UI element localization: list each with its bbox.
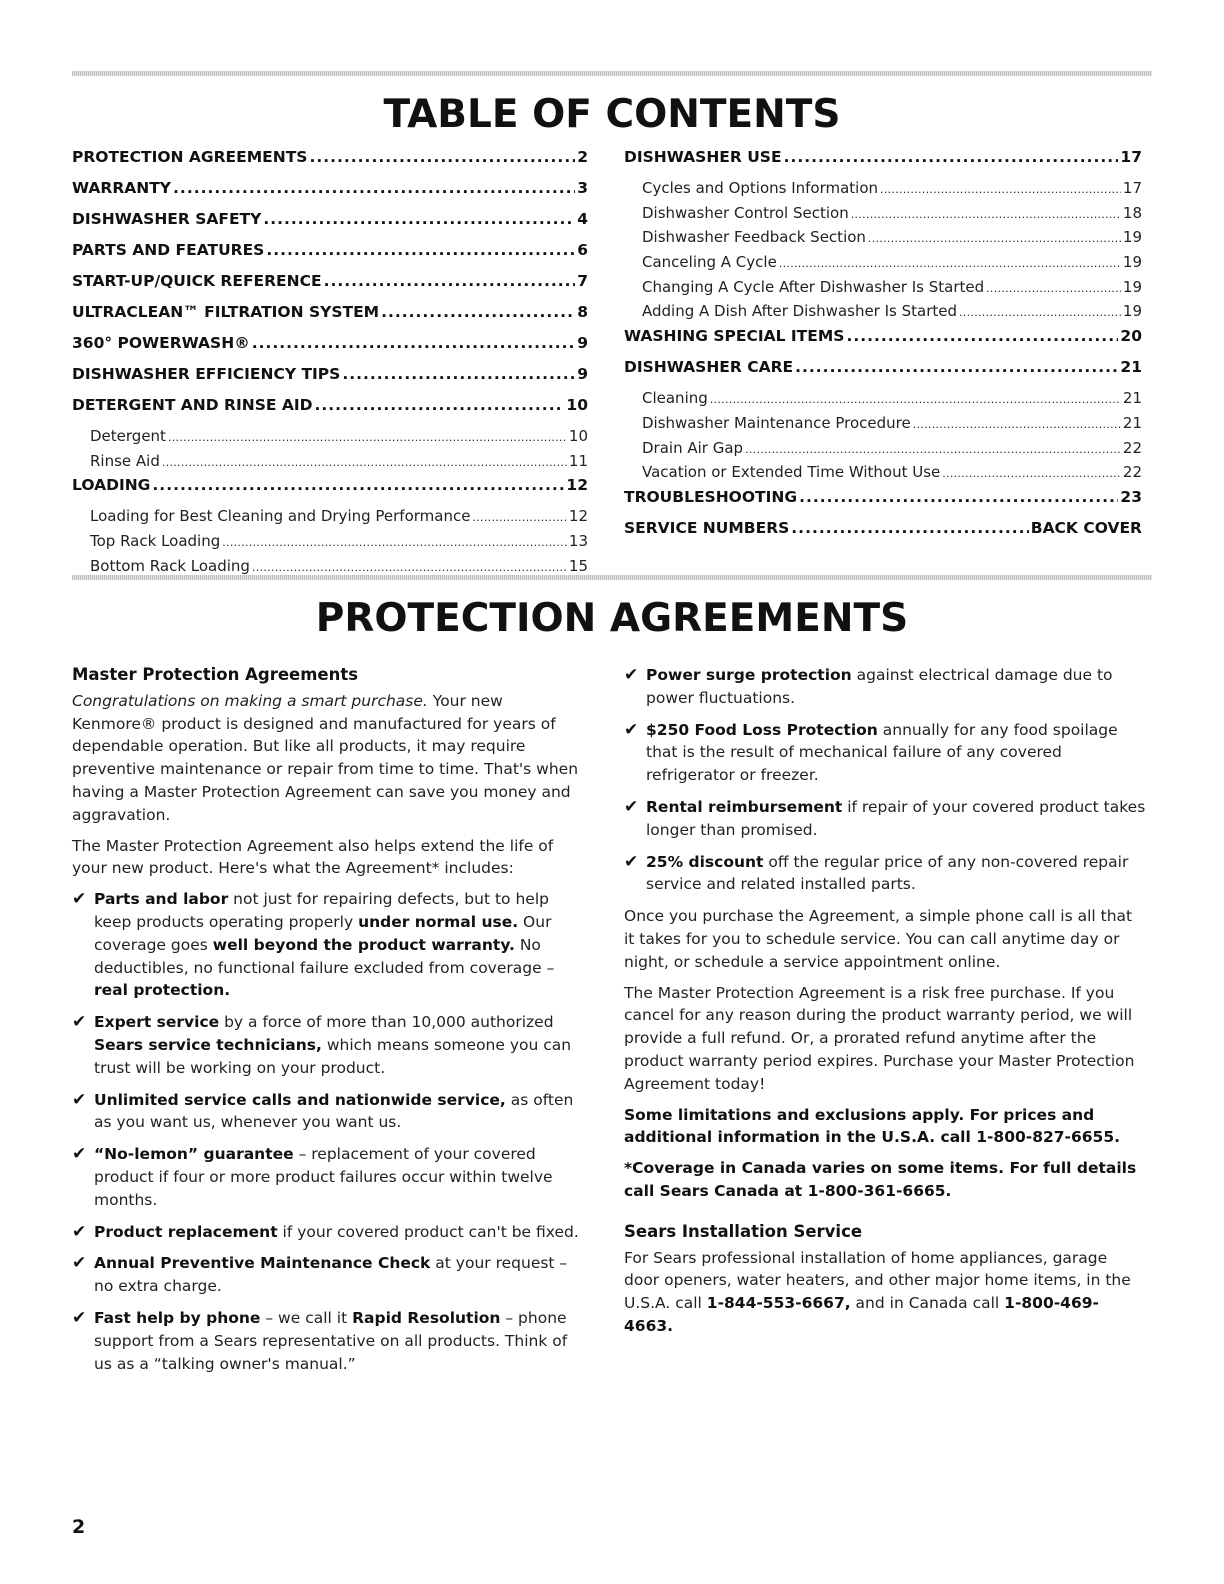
toc-entry-label: 360° POWERWASH® — [72, 334, 250, 352]
middle-divider — [72, 575, 1152, 580]
checkmark-icon: ✔ — [624, 851, 639, 872]
toc-section-entry — [624, 486, 1142, 517]
toc-dot-leader — [152, 474, 564, 496]
toc-subsection-entry — [624, 387, 1142, 412]
toc-section-entry — [72, 474, 588, 505]
benefit-text: – phone support from a Sears representative on all products. Think of us as a “talking owner's manual.” — [94, 1308, 568, 1373]
benefit-bold: well beyond the product warranty. — [212, 935, 515, 954]
toc-entry-label: Cycles and Options Information — [642, 179, 879, 197]
toc-section-entry — [624, 325, 1142, 356]
protection-title: PROTECTION AGREEMENTS — [315, 596, 909, 641]
toc-title: TABLE OF CONTENTS — [383, 92, 841, 137]
toc-entry-page: 19 — [1122, 302, 1142, 321]
toc-entry-page: 23 — [1120, 487, 1142, 506]
toc-dot-leader — [162, 450, 567, 474]
toc-entry-page: 21 — [1122, 413, 1142, 432]
benefit-discount — [624, 851, 1146, 897]
benefit-bold: Rental reimbursement — [646, 797, 843, 816]
benefit-bold: Parts and labor — [94, 890, 229, 909]
toc-dot-leader — [868, 226, 1121, 250]
toc-entry-label: WARRANTY — [72, 179, 172, 197]
toc-entry-label: Vacation or Extended Time Without Use — [642, 463, 941, 482]
toc-section-entry — [72, 332, 588, 363]
toc-right-column — [624, 146, 1142, 548]
toc-dot-leader — [913, 412, 1121, 436]
benefit-bold: Annual Preventive Maintenance Check — [94, 1254, 431, 1273]
toc-entry-page: 6 — [577, 241, 588, 259]
installation-text: For Sears professional installation of home appliances, garage door openers, water heaters, and other major home items, in the U.S.A. call — [624, 1248, 1131, 1313]
toc-section-entry — [72, 301, 588, 332]
toc-entry-page: 12 — [566, 476, 588, 495]
checkmark-icon: ✔ — [72, 1253, 87, 1274]
checkmark-icon: ✔ — [72, 1307, 87, 1328]
benefit-text: Our coverage goes — [94, 912, 552, 954]
toc-entry-page: 21 — [1122, 389, 1142, 408]
toc-dot-leader — [222, 530, 567, 554]
toc-entry-label: START-UP/QUICK REFERENCE — [72, 272, 322, 290]
installation-text: and in Canada call — [850, 1294, 1005, 1313]
protection-left-column — [72, 664, 590, 1384]
toc-entry-label: DISHWASHER SAFETY — [72, 210, 262, 228]
benefit-text: not just for repairing defects, but to help keep products operating properly — [94, 890, 549, 931]
toc-entry-page: 7 — [577, 272, 588, 290]
toc-entry-label: SERVICE NUMBERS — [624, 518, 790, 537]
intro-text: Your new Kenmore® product is designed and manufactured for years of dependable operation. But like all products, it may require preventive maintenance or repair from time to time. That's when having a Master Protection Agreement can save you money and aggravation. — [72, 691, 579, 824]
benefit-bold: Rapid Resolution — [352, 1308, 501, 1327]
toc-entry-label: Top Rack Loading — [90, 532, 221, 551]
benefit-maintenance-check — [72, 1252, 590, 1298]
toc-dot-leader — [986, 276, 1121, 300]
toc-entry-page: 13 — [568, 532, 588, 551]
toc-entry-label: Rinse Aid — [90, 451, 160, 470]
toc-section-entry — [72, 394, 588, 425]
benefit-bold: Expert service — [94, 1013, 220, 1032]
toc-section-entry — [72, 239, 588, 270]
benefit-text: annually for any food spoilage that is the result of mechanical failure of any covered refrigerator or freezer. — [646, 720, 1118, 785]
toc-entry-label: PROTECTION AGREEMENTS — [72, 148, 308, 166]
toc-entry-label: Detergent — [90, 427, 166, 445]
toc-entry-label: ULTRACLEAN™ FILTRATION SYSTEM — [72, 303, 380, 321]
toc-section-entry — [72, 146, 588, 177]
toc-entry-page: 19 — [1122, 277, 1142, 296]
benefit-bold: $250 Food Loss Protection — [646, 720, 878, 739]
toc-dot-leader — [710, 387, 1121, 411]
toc-entry-page: 9 — [577, 365, 588, 383]
benefit-parts-labor — [72, 888, 590, 1002]
benefit-bold: real protection. — [94, 981, 231, 1000]
toc-dot-leader — [880, 177, 1121, 201]
toc-entry-page: 10 — [566, 396, 588, 414]
benefit-product-replacement — [72, 1221, 590, 1244]
top-divider — [72, 71, 1152, 76]
toc-dot-leader — [784, 146, 1119, 168]
benefit-text: at your request – no extra charge. — [94, 1254, 568, 1296]
toc-entry-page: 19 — [1122, 228, 1142, 247]
toc-dot-leader — [942, 461, 1121, 485]
toc-section-entry — [624, 146, 1142, 177]
installation-heading: Sears Installation Service — [624, 1221, 863, 1241]
toc-entry-page: 17 — [1120, 148, 1142, 166]
benefit-bold: Sears service technicians, — [94, 1035, 322, 1054]
toc-entry-page: 22 — [1122, 438, 1142, 457]
benefit-text: – we call it — [260, 1308, 353, 1327]
benefit-expert-service — [72, 1011, 590, 1079]
toc-subsection-entry — [624, 251, 1142, 276]
toc-subsection-entry — [624, 437, 1142, 462]
toc-dot-leader — [799, 486, 1118, 508]
toc-entry-page: BACK COVER — [1030, 518, 1142, 537]
benefit-food-loss — [624, 719, 1146, 787]
toc-dot-leader — [263, 208, 575, 230]
toc-dot-leader — [381, 301, 575, 323]
toc-entry-page: 9 — [577, 334, 588, 352]
benefit-text: which means someone you can trust will be working on your product. — [94, 1035, 572, 1077]
toc-section-entry — [624, 517, 1142, 548]
toc-entry-label: DETERGENT AND RINSE AID — [72, 396, 313, 414]
toc-dot-leader — [309, 146, 575, 168]
installation-paragraph — [624, 1247, 1146, 1338]
checkmark-icon: ✔ — [624, 796, 639, 817]
toc-dot-leader — [846, 325, 1118, 347]
toc-subsection-entry — [624, 177, 1142, 202]
toc-entry-label: Dishwasher Maintenance Procedure — [642, 413, 911, 432]
canada-phone-number: 1-800-469-4663. — [624, 1294, 1099, 1335]
benefit-fast-help — [72, 1307, 590, 1375]
toc-entry-label: TROUBLESHOOTING — [624, 487, 798, 506]
toc-subsection-entry — [624, 461, 1142, 486]
checkmark-icon: ✔ — [72, 889, 87, 910]
limitations-note: Some limitations and exclusions apply. For prices and additional information in the U.S.A. call 1-800-827-6655. — [624, 1105, 1121, 1147]
us-phone-number: 1-844-553-6667, — [706, 1294, 851, 1313]
toc-entry-label: Changing A Cycle After Dishwasher Is Started — [642, 277, 985, 296]
toc-section-entry — [72, 177, 588, 208]
toc-entry-page: 17 — [1122, 179, 1142, 197]
toc-dot-leader — [168, 425, 567, 449]
toc-entry-label: Dishwasher Feedback Section — [642, 228, 866, 247]
toc-entry-label: Adding A Dish After Dishwasher Is Started — [642, 302, 958, 321]
checkmark-icon: ✔ — [72, 1089, 87, 1110]
toc-section-entry — [72, 363, 588, 394]
benefit-unlimited-calls — [72, 1089, 590, 1135]
toc-subsection-entry — [624, 226, 1142, 251]
benefit-text: as often as you want us, whenever you want us. — [94, 1090, 574, 1132]
benefit-bold: Product replacement — [94, 1222, 278, 1241]
toc-entry-page: 3 — [577, 179, 588, 197]
checkmark-icon: ✔ — [624, 719, 639, 740]
benefit-no-lemon — [72, 1143, 590, 1211]
intro-paragraph — [72, 690, 590, 827]
benefit-bold: under normal use. — [358, 912, 519, 931]
toc-section-entry — [72, 270, 588, 301]
benefit-bold: 25% discount — [646, 852, 764, 871]
toc-entry-page: 22 — [1122, 463, 1142, 482]
checkmark-icon: ✔ — [72, 1144, 87, 1165]
toc-subsection-entry — [624, 412, 1142, 437]
toc-dot-leader — [472, 505, 566, 529]
toc-entry-label: DISHWASHER CARE — [624, 358, 794, 377]
benefit-bold: Unlimited service calls and nationwide service, — [94, 1090, 506, 1109]
toc-subsection-entry — [624, 202, 1142, 227]
toc-entry-page: 18 — [1122, 203, 1142, 222]
toc-dot-leader — [745, 437, 1121, 461]
toc-entry-label: Cleaning — [642, 389, 708, 408]
checkmark-icon: ✔ — [72, 1012, 87, 1033]
toc-subsection-entry — [72, 505, 588, 530]
benefit-text: by a force of more than 10,000 authorized — [219, 1013, 554, 1032]
benefit-bold: Power surge protection — [646, 666, 852, 684]
toc-entry-page: 4 — [577, 210, 588, 228]
benefit-text: against electrical damage due to power fluctuations. — [646, 666, 1113, 707]
benefit-rental — [624, 796, 1146, 842]
toc-entry-label: DISHWASHER EFFICIENCY TIPS — [72, 365, 341, 383]
toc-dot-leader — [342, 363, 575, 385]
toc-entry-page: 21 — [1120, 358, 1142, 377]
toc-dot-leader — [779, 251, 1121, 275]
toc-entry-label: LOADING — [72, 476, 151, 495]
agreement-paragraph: The Master Protection Agreement also helps extend the life of your new product. Here's what the Agreement* includes: — [72, 836, 554, 878]
toc-section-entry — [624, 356, 1142, 387]
toc-entry-page: 20 — [1120, 327, 1142, 346]
master-protection-heading: Master Protection Agreements — [72, 665, 359, 684]
checkmark-icon: ✔ — [72, 1221, 87, 1242]
toc-entry-page: 11 — [568, 451, 588, 470]
toc-left-column — [72, 146, 588, 579]
toc-dot-leader — [315, 394, 565, 416]
toc-entry-label: Canceling A Cycle — [642, 253, 777, 272]
toc-dot-leader — [959, 300, 1121, 324]
toc-entry-label: WASHING SPECIAL ITEMS — [624, 327, 845, 346]
toc-dot-leader — [791, 517, 1028, 539]
canada-note: *Coverage in Canada varies on some items. For full details call Sears Canada at 1-800-361-6665. — [624, 1159, 1137, 1200]
toc-entry-label: Drain Air Gap — [642, 438, 744, 457]
intro-italic: Congratulations on making a smart purchase. — [72, 691, 428, 710]
toc-subsection-entry — [624, 276, 1142, 301]
benefit-power-surge — [624, 664, 1146, 710]
toc-subsection-entry — [72, 530, 588, 555]
benefit-text: if your covered product can't be fixed. — [277, 1222, 579, 1241]
toc-dot-leader — [173, 177, 575, 199]
toc-dot-leader — [795, 356, 1118, 378]
toc-subsection-entry — [624, 300, 1142, 325]
toc-subsection-entry — [72, 425, 588, 450]
toc-section-entry — [72, 208, 588, 239]
toc-entry-page: 19 — [1122, 253, 1142, 272]
benefit-text: No deductibles, no functional failure excluded from coverage – — [94, 935, 555, 977]
toc-dot-leader — [324, 270, 576, 292]
toc-entry-label: PARTS AND FEATURES — [72, 241, 265, 259]
toc-dot-leader — [252, 332, 576, 354]
toc-entry-page: 12 — [568, 507, 588, 526]
benefit-bold: “No-lemon” guarantee — [94, 1145, 294, 1164]
toc-entry-label: Dishwasher Control Section — [642, 203, 849, 222]
toc-entry-page: 8 — [577, 303, 588, 321]
toc-entry-label: DISHWASHER USE — [624, 148, 782, 166]
toc-entry-page: 2 — [577, 148, 588, 166]
toc-dot-leader — [851, 202, 1121, 226]
benefit-text: off the regular price of any non-covered repair service and related installed parts. — [646, 852, 1129, 894]
risk-free-paragraph: The Master Protection Agreement is a risk free purchase. If you cancel for any reason during the product warranty period, we will provide a full refund. Or, a prorated refund anytime after the product warranty period expires. Purchase your Master Protection Agreement today! — [624, 983, 1135, 1093]
phone-call-paragraph: Once you purchase the Agreement, a simple phone call is all that it takes for you to schedule service. You can call anytime day or night, or schedule a service appointment online. — [624, 907, 1133, 971]
toc-dot-leader — [266, 239, 575, 261]
toc-entry-page: 10 — [568, 427, 588, 445]
checkmark-icon: ✔ — [624, 665, 639, 685]
benefit-text: if repair of your covered product takes longer than promised. — [646, 797, 1146, 839]
toc-subsection-entry — [72, 450, 588, 475]
benefit-text: – replacement of your covered product if four or more product failures occur within twelve months. — [94, 1145, 553, 1209]
page-number: 2 — [72, 1516, 86, 1538]
protection-right-column — [624, 664, 1146, 1346]
toc-entry-page: 15 — [568, 556, 588, 575]
toc-entry-label: Bottom Rack Loading — [90, 556, 250, 575]
toc-entry-label: Loading for Best Cleaning and Drying Performance — [90, 507, 471, 526]
benefit-bold: Fast help by phone — [94, 1308, 261, 1327]
